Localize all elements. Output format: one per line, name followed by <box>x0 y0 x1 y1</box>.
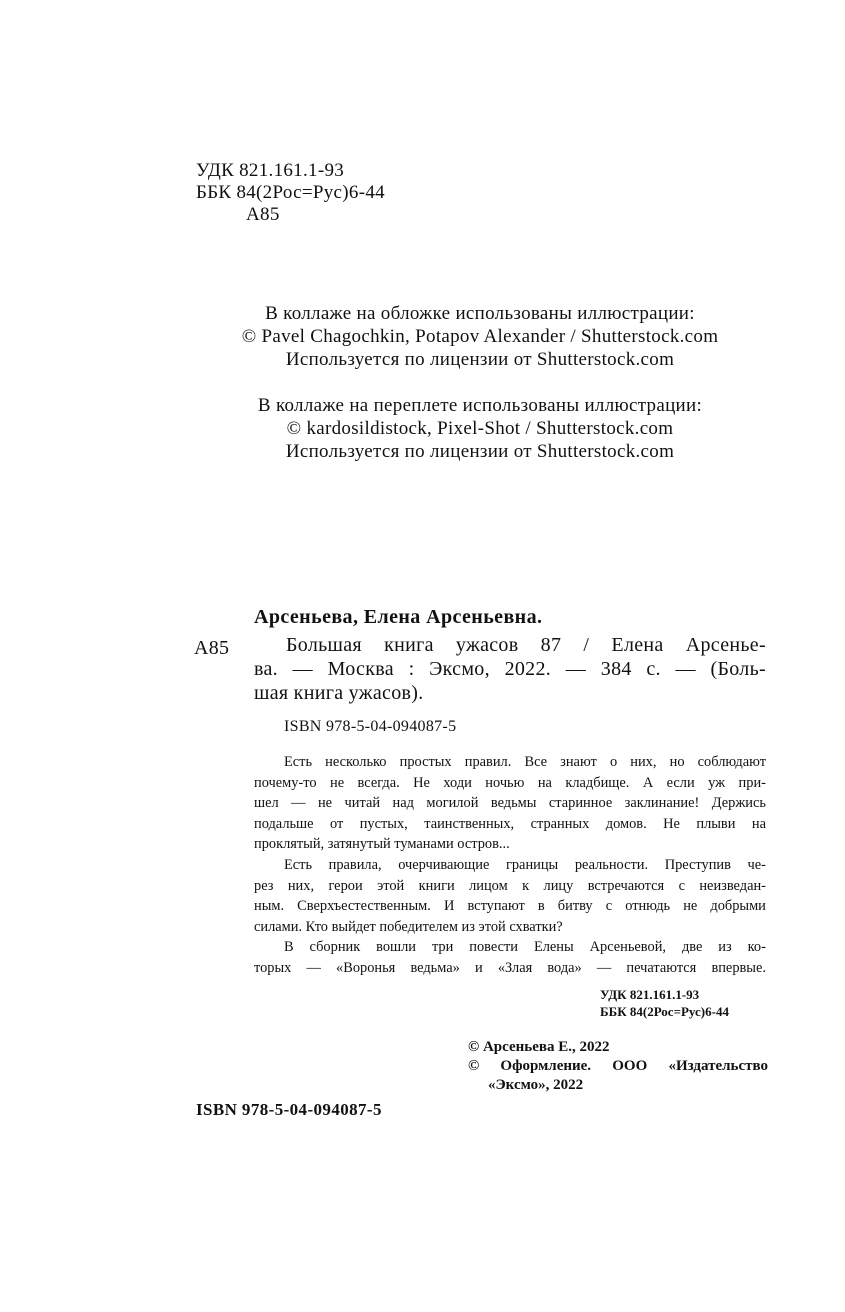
word: битву <box>557 898 593 915</box>
word: «Злая <box>497 959 533 976</box>
word: (Боль- <box>710 658 766 680</box>
word: Елена <box>611 634 664 656</box>
word: — <box>292 658 313 680</box>
copyright-block <box>468 1038 768 1095</box>
word: 384 <box>600 658 632 680</box>
word: Есть <box>284 856 313 873</box>
udk-code: УДК 821.161.1-93 <box>600 987 700 1002</box>
credits-authors: © Pavel Chagochkin, Potapov Alexander / Shutterstock.com <box>241 326 719 347</box>
word: Сверхъестественным. <box>297 898 431 915</box>
word: — <box>306 959 321 976</box>
word: ведьмы <box>490 795 537 812</box>
word: Есть <box>284 754 313 770</box>
word: Арсенье- <box>685 634 766 656</box>
word: — <box>565 658 587 680</box>
word: не <box>317 795 333 812</box>
annotation-classification <box>600 986 729 1020</box>
word: 2022. <box>504 658 552 680</box>
bibliographic-description <box>254 633 766 705</box>
word: уж <box>708 774 726 791</box>
annotation-line <box>254 752 766 773</box>
word: над <box>392 795 414 812</box>
annotation-line: силами. Кто выйдет победителем из этой схватки? <box>254 918 563 935</box>
word: «Издательство <box>668 1058 768 1074</box>
word: ужасов <box>455 634 519 656</box>
word: правила, <box>328 856 382 873</box>
word: но <box>669 754 685 770</box>
word: странных <box>530 815 590 832</box>
word: Арсеньевой, <box>589 939 666 956</box>
word: «Воронья <box>336 959 396 976</box>
annotation-line <box>254 876 766 897</box>
annotation-line <box>254 896 766 917</box>
word: пустых, <box>359 815 408 832</box>
word: / <box>583 634 590 656</box>
word: вступают <box>467 898 525 915</box>
word: плыви <box>696 815 736 832</box>
word: ночью <box>485 774 525 791</box>
annotation-line <box>254 773 766 794</box>
word: : <box>408 658 415 680</box>
word: них, <box>630 754 657 770</box>
credits-license: Используется по лицензии от Shutterstock.com <box>285 441 675 462</box>
word: на <box>537 774 552 791</box>
word: че- <box>747 856 766 873</box>
annotation-line <box>254 855 766 876</box>
word: вошли <box>376 939 417 956</box>
word: могилой <box>426 795 479 812</box>
word: печатаются <box>626 959 697 976</box>
word: © <box>468 1058 480 1074</box>
word: о <box>609 754 618 770</box>
word: этой <box>377 877 405 894</box>
word: них, <box>287 877 315 894</box>
binding-illustration-credits <box>160 394 800 463</box>
word: И <box>443 898 455 915</box>
word: ва. <box>254 658 278 680</box>
word: не <box>330 774 345 791</box>
word: границы <box>505 856 559 873</box>
annotation-line: проклятый, затянутый туманами остров... <box>254 836 510 853</box>
word: подальше <box>254 815 314 832</box>
word: из <box>718 939 732 956</box>
annotation-line <box>254 937 766 958</box>
word: Эксмо, <box>429 658 490 680</box>
credits-heading: В коллаже на переплете использованы иллюстрации: <box>257 395 703 416</box>
word: на <box>751 815 766 832</box>
word: шел <box>254 795 279 812</box>
word: заклинание! <box>624 795 700 812</box>
word: с <box>605 898 613 915</box>
annotation-line <box>254 793 766 814</box>
word: реальности. <box>574 856 649 873</box>
author-mark-left: А85 <box>194 637 230 659</box>
word: кладбище. <box>565 774 630 791</box>
bbk-code: ББК 84(2Рос=Рус)6-44 <box>600 1004 729 1019</box>
word: лицом <box>469 877 508 894</box>
word: книги <box>418 877 455 894</box>
word: знают <box>560 754 597 770</box>
word: добрыми <box>710 898 766 915</box>
copyright-publisher: «Эксмо», 2022 <box>488 1077 584 1093</box>
word: 87 <box>540 634 562 656</box>
word: старинное <box>548 795 613 812</box>
word: неизведан- <box>699 877 766 894</box>
word: Держись <box>711 795 766 812</box>
word: лицу <box>543 877 574 894</box>
isbn-bottom: ISBN 978-5-04-094087-5 <box>196 1100 382 1119</box>
word: — <box>291 795 306 812</box>
word: всегда. <box>357 774 400 791</box>
word: ко- <box>747 939 766 956</box>
word: к <box>522 877 530 894</box>
word: соблюдают <box>697 754 766 770</box>
word: — <box>596 959 612 976</box>
annotation-line <box>254 958 766 979</box>
word: с. <box>646 658 661 680</box>
word: если <box>666 774 695 791</box>
word: вода» <box>547 959 582 976</box>
word: в <box>537 898 545 915</box>
annotation-line <box>254 814 766 835</box>
word: книга <box>384 634 434 656</box>
word: Не <box>413 774 430 791</box>
word: — <box>675 658 696 680</box>
word: ным. <box>254 898 285 915</box>
word: А <box>642 774 654 791</box>
cover-illustration-credits <box>160 302 800 371</box>
word: Большая <box>286 634 362 656</box>
word: Не <box>663 815 680 832</box>
word: ООО <box>612 1058 648 1074</box>
word: читай <box>344 795 381 812</box>
credits-authors: © kardosildistock, Pixel-Shot / Shutterstock.com <box>286 418 674 439</box>
word: две <box>681 939 703 956</box>
word: ходи <box>443 774 472 791</box>
word: три <box>431 939 454 956</box>
isbn-record: ISBN 978-5-04-094087-5 <box>284 718 457 735</box>
word: повести <box>469 939 518 956</box>
bib-line-1 <box>254 633 766 657</box>
word: Все <box>524 754 548 770</box>
word: при- <box>738 774 766 791</box>
bbk-code: ББК 84(2Рос=Рус)6-44 <box>196 182 385 203</box>
udk-header-block <box>196 160 385 226</box>
word: ведьма» <box>410 959 460 976</box>
word: правил. <box>464 754 512 770</box>
credits-license: Используется по лицензии от Shutterstock.com <box>285 349 675 370</box>
bib-line-2 <box>254 657 766 681</box>
word: простых <box>399 754 452 770</box>
credits-heading: В коллаже на обложке использованы иллюстрации: <box>265 303 695 324</box>
word: Оформление. <box>500 1058 592 1074</box>
annotation <box>254 752 766 979</box>
word: и <box>474 959 483 976</box>
word: не <box>683 898 698 915</box>
word: с <box>678 877 685 894</box>
word: В <box>284 939 294 956</box>
word: Елены <box>533 939 574 956</box>
word: отнюдь <box>625 898 671 915</box>
word: сборник <box>309 939 361 956</box>
bib-line-3: шая книга ужасов). <box>254 682 424 704</box>
copyright-design <box>468 1057 768 1076</box>
author-mark: А85 <box>246 204 280 225</box>
word: несколько <box>325 754 387 770</box>
word: почему-то <box>254 774 317 791</box>
word: рез <box>254 877 274 894</box>
word: Москва <box>327 658 394 680</box>
word: впервые. <box>711 959 766 976</box>
word: очерчивающие <box>398 856 490 873</box>
word: торых <box>254 959 292 976</box>
word: от <box>329 815 344 832</box>
author-heading: Арсеньева, Елена Арсеньевна. <box>254 606 543 628</box>
word: домов. <box>605 815 647 832</box>
word: герои <box>328 877 363 894</box>
word: таинственных, <box>424 815 515 832</box>
udk-code: УДК 821.161.1-93 <box>196 160 345 181</box>
word: встречаются <box>587 877 665 894</box>
word: Преступив <box>664 856 731 873</box>
copyright-author: © Арсеньева Е., 2022 <box>468 1039 610 1055</box>
